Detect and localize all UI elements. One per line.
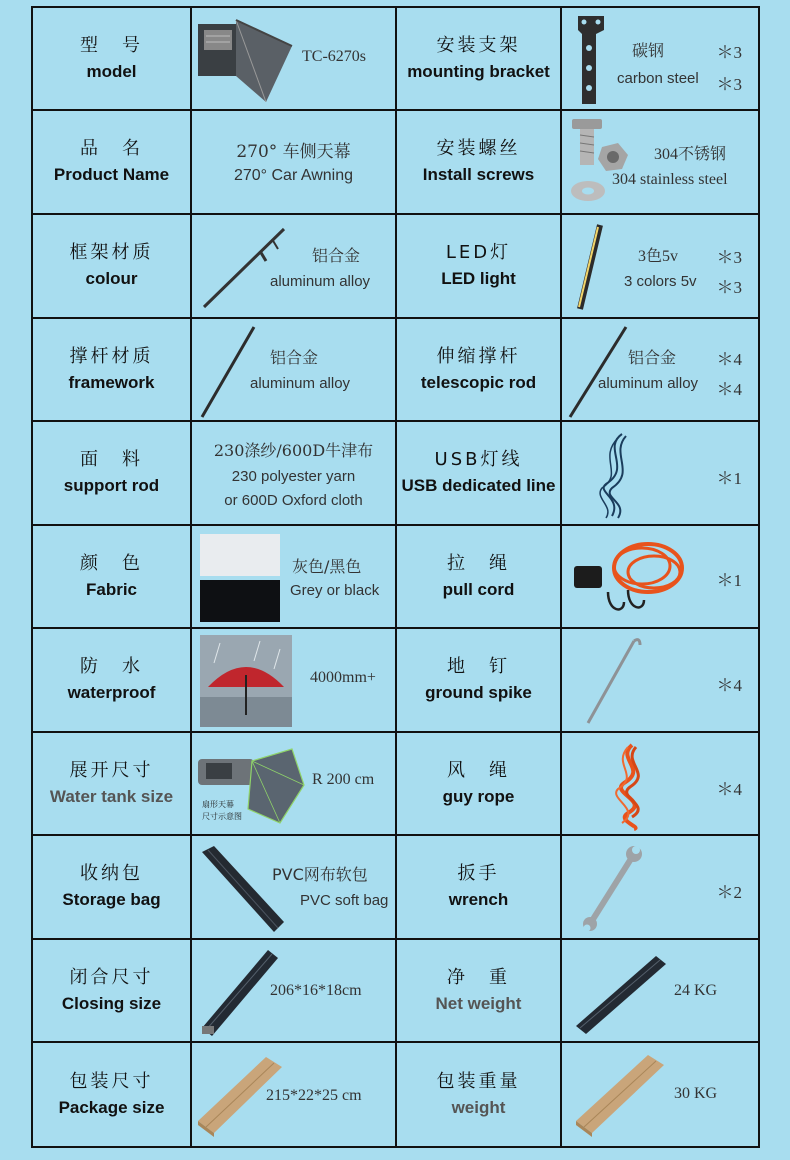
pole-material-en: aluminum alloy: [250, 375, 351, 392]
table-row: [33, 733, 758, 836]
rod-material-zh: 铝合金: [628, 348, 677, 367]
value-cell: [562, 1043, 758, 1146]
bracket-photo: [574, 12, 608, 108]
telescopic-rod-photo: [566, 323, 630, 419]
value-cell: [192, 940, 397, 1043]
label-zh: 安装支架: [436, 34, 521, 56]
table-row: [33, 111, 758, 215]
quantity: ＊2: [716, 883, 742, 902]
pole-material-zh: 铝合金: [270, 348, 319, 367]
value-cell: [192, 629, 397, 733]
label-en: USB dedicated line: [401, 476, 556, 495]
label-en: framework: [68, 372, 155, 392]
value-cell: [562, 629, 758, 733]
value-cell: [192, 526, 397, 629]
value-cell: [562, 836, 758, 940]
label-cell: [397, 836, 562, 940]
label-cell: [397, 733, 562, 836]
label-en: guy rope: [442, 786, 515, 806]
gross-weight-value: 30 KG: [674, 1085, 718, 1102]
quantity: ＊3: [716, 278, 742, 297]
product-name-zh: 270° 车侧天幕: [236, 142, 351, 162]
bag-material-en: PVC soft bag: [300, 892, 389, 909]
rod-material-en: aluminum alloy: [598, 375, 699, 392]
screws-material-zh: 304不锈钢: [654, 146, 727, 163]
label-zh: 净 重: [447, 966, 510, 988]
label-en: Water tank size: [49, 786, 174, 806]
label-cell: [397, 422, 562, 526]
color-options-zh: 灰色/黑色: [292, 557, 362, 576]
umbrella-rain-photo: [200, 635, 292, 727]
label-cell: [397, 111, 562, 215]
table-row: [33, 526, 758, 629]
label-zh: LED灯: [445, 242, 512, 263]
table-row: [33, 836, 758, 940]
label-en: LED light: [441, 269, 516, 288]
waterproof-value: 4000mm+: [310, 669, 376, 686]
label-zh: 框架材质: [69, 242, 154, 263]
label-en: Product Name: [53, 165, 170, 184]
usb-cable-photo: [592, 428, 642, 522]
label-zh: 扳手: [457, 863, 500, 884]
value-cell: [562, 733, 758, 836]
label-cell: [397, 526, 562, 629]
table-row: [33, 1043, 758, 1146]
storage-bag-photo: [198, 842, 288, 934]
table-row: [33, 215, 758, 319]
package-dimensions: 215*22*25 cm: [266, 1087, 362, 1104]
label-zh: 包装尺寸: [69, 1070, 154, 1092]
label-zh: 颜 色: [80, 552, 143, 574]
label-en: colour: [85, 269, 138, 288]
value-cell: [192, 215, 397, 319]
label-cell: [397, 940, 562, 1043]
led-spec-zh: 3色5v: [638, 248, 679, 265]
label-zh: 拉 绳: [447, 552, 510, 574]
label-en: weight: [451, 1097, 506, 1117]
guy-rope-photo: [606, 739, 658, 831]
frame-material-zh: 铝合金: [312, 246, 361, 265]
label-zh: 收纳包: [80, 863, 143, 884]
label-en: pull cord: [442, 579, 515, 599]
value-cell: [192, 836, 397, 940]
label-zh: USB灯线: [434, 449, 523, 470]
quantity: ＊4: [716, 780, 742, 799]
label-en: Net weight: [435, 993, 522, 1013]
diagram-caption-2: 尺寸示意图: [202, 812, 242, 821]
label-zh: 闭合尺寸: [69, 966, 154, 988]
pull-cord-photo: [568, 532, 688, 624]
quantity: ＊4: [716, 350, 742, 369]
label-cell: [397, 8, 562, 111]
awning-photo: [196, 16, 296, 102]
value-cell: [562, 8, 758, 111]
frame-material-en: aluminum alloy: [270, 273, 371, 290]
label-zh: 防 水: [80, 656, 143, 677]
value-cell: [562, 422, 758, 526]
label-en: support rod: [63, 476, 160, 495]
net-weight-value: 24 KG: [674, 982, 718, 999]
table-row: [33, 319, 758, 422]
label-en: waterproof: [67, 683, 156, 702]
label-en: Fabric: [85, 579, 138, 599]
screws-photo: [566, 115, 632, 209]
quantity: ＊3: [716, 43, 742, 62]
label-cell: [397, 319, 562, 422]
label-cell: [33, 940, 192, 1043]
label-cell: [397, 629, 562, 733]
value-cell: [192, 8, 397, 111]
label-cell: [33, 1043, 192, 1146]
label-en: Package size: [58, 1097, 165, 1117]
label-cell: [33, 319, 192, 422]
closed-dimensions: 206*16*18cm: [270, 982, 362, 999]
value-cell: [562, 319, 758, 422]
label-en: mounting bracket: [407, 61, 550, 81]
label-cell: [33, 215, 192, 319]
quantity: ＊1: [716, 469, 742, 488]
bracket-material-en: carbon steel: [617, 70, 699, 87]
screws-material-en: 304 stainless steel: [612, 171, 728, 188]
value-cell: [562, 215, 758, 319]
table-row: [33, 940, 758, 1043]
label-en: model: [86, 61, 137, 81]
ground-spike-photo: [582, 635, 642, 727]
frame-rod-photo: [200, 221, 290, 311]
fabric-material-en-2: or 600D Oxford cloth: [224, 492, 363, 509]
label-en: Closing size: [61, 993, 162, 1013]
value-cell: [192, 733, 397, 836]
color-options-en: Grey or black: [290, 582, 380, 599]
grey-swatch: [200, 534, 280, 576]
value-cell: [192, 111, 397, 215]
fabric-material-en-1: 230 polyester yarn: [231, 468, 356, 485]
label-zh: 包装重量: [436, 1070, 521, 1092]
value-cell: [562, 940, 758, 1043]
quantity: ＊3: [716, 248, 742, 267]
quantity: ＊1: [716, 571, 742, 590]
label-zh: 展开尺寸: [69, 759, 154, 781]
label-zh: 风 绳: [447, 759, 510, 781]
net-weight-photo: [572, 948, 670, 1034]
label-cell: [397, 215, 562, 319]
label-cell: [33, 629, 192, 733]
led-strip-photo: [570, 221, 610, 313]
label-en: ground spike: [425, 683, 532, 702]
led-spec-en: 3 colors 5v: [624, 273, 697, 290]
label-zh: 安装螺丝: [436, 138, 521, 159]
value-cell: [562, 111, 758, 215]
product-name-en: 270° Car Awning: [233, 167, 354, 184]
label-cell: [33, 422, 192, 526]
wrench-photo: [578, 844, 648, 932]
value-cell: [192, 1043, 397, 1146]
label-cell: [397, 1043, 562, 1146]
quantity: ＊4: [716, 380, 742, 399]
deployed-radius: R 200 cm: [312, 771, 375, 788]
fabric-material-zh: 230涤纱/600D牛津布: [213, 441, 374, 460]
label-zh: 撑杆材质: [69, 345, 154, 367]
label-en: Storage bag: [62, 890, 161, 909]
label-zh: 伸缩撑杆: [436, 345, 521, 367]
table-row: [33, 8, 758, 111]
label-cell: [33, 836, 192, 940]
bag-material-zh: PVC网布软包: [272, 865, 368, 884]
quantity: ＊4: [716, 676, 742, 695]
spec-table: [31, 6, 760, 1148]
label-cell: [33, 111, 192, 215]
value-cell: [192, 319, 397, 422]
label-zh: 面 料: [80, 449, 143, 470]
model-value: TC-6270s: [302, 48, 366, 65]
label-cell: [33, 526, 192, 629]
label-en: wrench: [448, 890, 509, 909]
support-pole-photo: [198, 323, 258, 419]
label-en: telescopic rod: [420, 372, 537, 392]
label-zh: 品 名: [80, 138, 143, 159]
label-cell: [33, 8, 192, 111]
bracket-material-zh: 碳钢: [632, 41, 665, 60]
black-swatch: [200, 580, 280, 622]
value-cell: [192, 422, 397, 526]
table-row: [33, 629, 758, 733]
label-zh: 型 号: [80, 34, 143, 56]
table-row: [33, 422, 758, 526]
deployed-size-diagram: [196, 741, 308, 829]
label-zh: 地 钉: [447, 656, 510, 677]
diagram-caption-1: 扇形天幕: [202, 800, 234, 809]
label-en: Install screws: [422, 165, 535, 184]
value-cell: [562, 526, 758, 629]
quantity: ＊3: [716, 75, 742, 94]
label-cell: [33, 733, 192, 836]
package-box-photo: [574, 1049, 670, 1139]
